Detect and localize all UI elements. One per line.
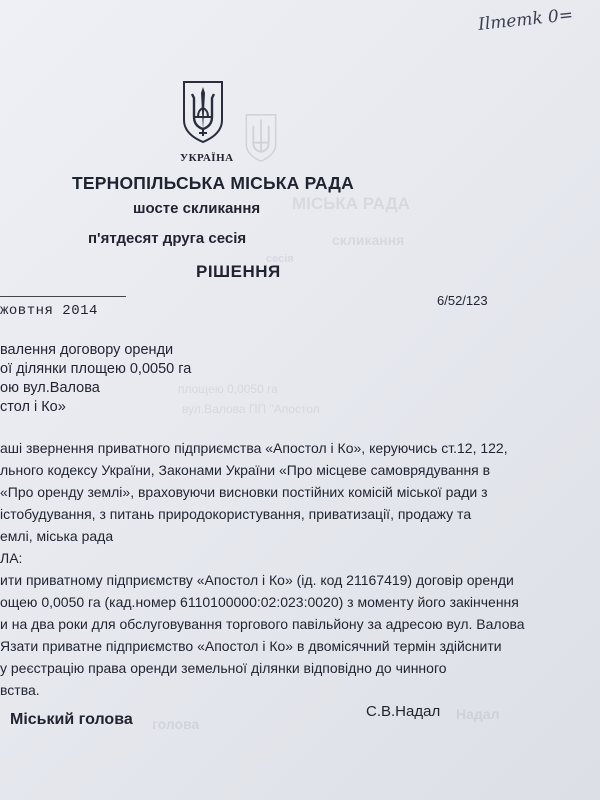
body-line: Язати приватне підприємство «Апостол і Ко» в двомісячний термін здійснити xyxy=(0,638,502,654)
bleed-through-session: сесія xyxy=(266,253,294,265)
council-name: ТЕРНОПІЛЬСЬКА МІСЬКА РАДА xyxy=(72,173,354,193)
bleed-through-council: МІСЬКА РАДА xyxy=(292,194,410,213)
body-line: істобудування, з питань природокористування, приватизації, продажу та xyxy=(0,506,472,522)
handwritten-note: Ilmemk 0= xyxy=(477,5,575,35)
session-label: п'ятдесят друга сесія xyxy=(88,230,247,247)
topic-line: ою вул.Валова xyxy=(0,380,100,396)
body-line: «Про оренду землі», враховуючи висновки постійних комісій міської ради з xyxy=(0,484,488,500)
body-line: ити приватному підприємству «Апостол і Ко» (ід. код 21167419) договір оренди xyxy=(0,572,514,588)
decision-date: жовтня 2014 xyxy=(0,303,98,319)
date-underline xyxy=(0,296,126,297)
body-line: льного кодексу України, Законами України «Про місцеве самоврядування в xyxy=(0,462,491,478)
country-label: УКРАЇНА xyxy=(180,152,234,164)
bleed-through-name: Надал xyxy=(456,706,500,722)
document-title: РІШЕННЯ xyxy=(196,262,281,281)
bleed-through-role: голова xyxy=(152,716,200,732)
signatory-name: С.В.Надал xyxy=(366,703,441,720)
bleed-through-emblem xyxy=(244,110,278,166)
topic-line: стол і Ко» xyxy=(0,399,66,415)
coat-of-arms-icon xyxy=(181,80,225,144)
signatory-title: Міський голова xyxy=(10,711,133,728)
bleed-through-line-2: вул.Валова ПП "Апостол xyxy=(182,402,320,416)
topic-line: ої ділянки площею 0,0050 га xyxy=(0,361,192,377)
bleed-through-line-1: площею 0,0050 га xyxy=(178,382,278,396)
body-line: вства. xyxy=(0,682,40,698)
bleed-through-convocation: скликання xyxy=(332,232,405,248)
body-line: аші звернення приватного підприємства «Апостол і Ко», керуючись ст.12, 122, xyxy=(0,440,508,456)
body-line: ЛА: xyxy=(0,550,23,566)
topic-line: валення договору оренди xyxy=(0,342,174,358)
convocation-label: шосте скликання xyxy=(133,200,261,217)
body-line: и на два роки для обслуговування торгового павільйону за адресою вул. Валова xyxy=(0,616,525,632)
body-line: у реєстрацію права оренди земельної ділянки відповідно до чинного xyxy=(0,660,447,676)
decision-topic xyxy=(0,341,191,417)
body-line: ощею 0,0050 га (кад.номер 6110100000:02:023:0020) з моменту його закінчення xyxy=(0,594,519,610)
body-line: емлі, міська рада xyxy=(0,528,114,544)
decision-number: 6/52/123 xyxy=(437,293,488,308)
